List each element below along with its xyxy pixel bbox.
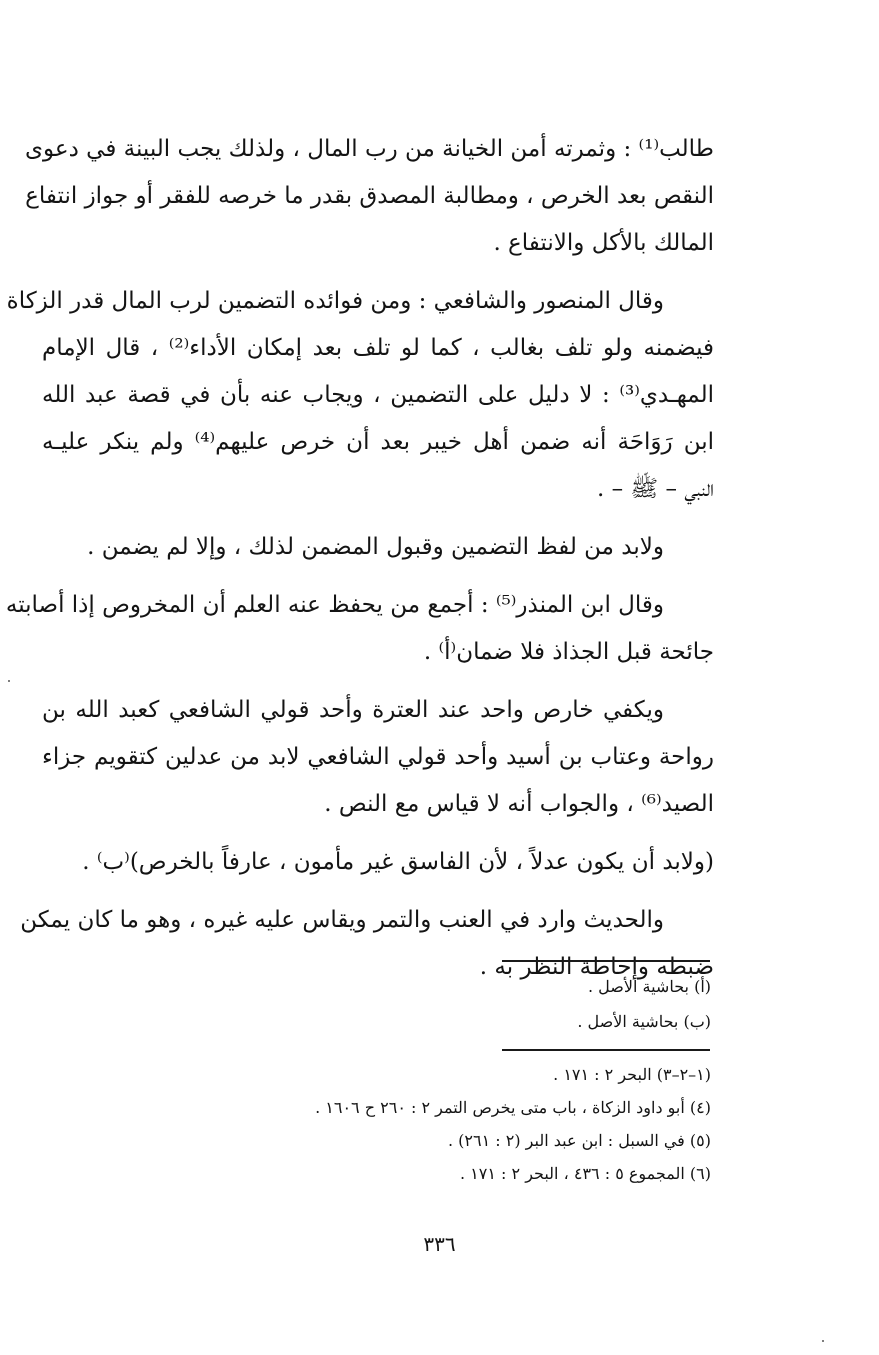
footnote-number-6: (٦) المجموع ٥ : ٤٣٦ ، البحر ٢ : ١٧١ . <box>460 1164 711 1183</box>
text-line: وقال ابن المنذر⁽⁵⁾ : أجمع من يحفظ عنه العلم أن المخروص إذا أصابته <box>5 592 664 618</box>
footnote-number-4: (٤) أبو داود الزكاة ، باب متى يخرص التمر ٢ : ٢٦٠ ح ١٦٠٦ . <box>315 1098 711 1117</box>
text-line: ابن رَوَاحَة أنه ضمن أهل خيبر بعد أن خرص عليهم⁽⁴⁾ ولم ينكر عليـه <box>42 429 714 455</box>
text-line: رواحة وعتاب بن أسيد وأحد قولي الشافعي لابد من عدلين كتقويم جزاء <box>42 744 714 770</box>
main-text-body <box>5 126 714 1002</box>
text-line: جائحة قبل الجذاذ فلا ضمان⁽أ⁾ . <box>423 639 714 665</box>
paragraph-1 <box>24 126 714 267</box>
footnote-separator <box>502 960 710 962</box>
paragraph-2 <box>6 278 714 513</box>
text-line: طالب⁽¹⁾ : وثمرته أمن الخيانة من رب المال ، ولذلك يجب البينة في دعوى <box>24 136 714 162</box>
text-line: ويكفي خارص واحد عند العترة وأحد قولي الشافعي كعبد الله بن <box>42 697 664 723</box>
text-line: (ولابد أن يكون عدلاً ، لأن الفاسق غير مأمون ، عارفاً بالخرص)⁽ب⁾ . <box>82 849 714 875</box>
page-number: ٣٣٦ <box>423 1232 456 1256</box>
paragraph-5 <box>42 687 714 828</box>
paragraph-4 <box>5 582 714 676</box>
text-line: المالك بالأكل والانتفاع . <box>493 230 714 256</box>
scan-speck <box>822 1340 824 1342</box>
paragraph-3 <box>42 524 714 571</box>
text-line: فيضمنه ولو تلف بغالب ، كما لو تلف بعد إمكان الأداء⁽²⁾ ، قال الإمام <box>42 335 714 361</box>
text-line: النبي – ﷺ – . <box>597 476 714 502</box>
text-line: ضبطه وإحاطة النظر به . <box>479 954 714 980</box>
text-line: والحديث وارد في العنب والتمر ويقاس عليه غيره ، وهو ما كان يمكن <box>20 907 664 933</box>
text-line: النقص بعد الخرص ، ومطالبة المصدق بقدر ما خرصه للفقر أو جواز انتفاع <box>25 183 714 209</box>
footnote-letter-b: (ب) بحاشية الأصل . <box>577 1012 711 1031</box>
footnote-letter-a: (أ) بحاشية الأصل . <box>587 977 711 996</box>
footnote-number-1-3: (١–٢–٣) البحر ٢ : ١٧١ . <box>553 1065 711 1084</box>
paragraph-6 <box>42 839 714 886</box>
footnote-number-5: (٥) في السبل : ابن عبد البر (٢ : ٢٦١) . <box>447 1131 711 1150</box>
text-line: وقال المنصور والشافعي : ومن فوائده التضمين لرب المال قدر الزكاة <box>6 288 664 314</box>
footnote-separator <box>502 1049 710 1051</box>
text-line: الصيد⁽⁶⁾ ، والجواب أنه لا قياس مع النص . <box>324 791 714 817</box>
scan-speck <box>8 680 10 682</box>
text-line: المهـدي⁽³⁾ : لا دليل على التضمين ، ويجاب عنه بأن في قصة عبد الله <box>42 382 714 408</box>
text-line: ولابد من لفظ التضمين وقبول المضمن لذلك ، وإلا لم يضمن . <box>87 534 664 560</box>
